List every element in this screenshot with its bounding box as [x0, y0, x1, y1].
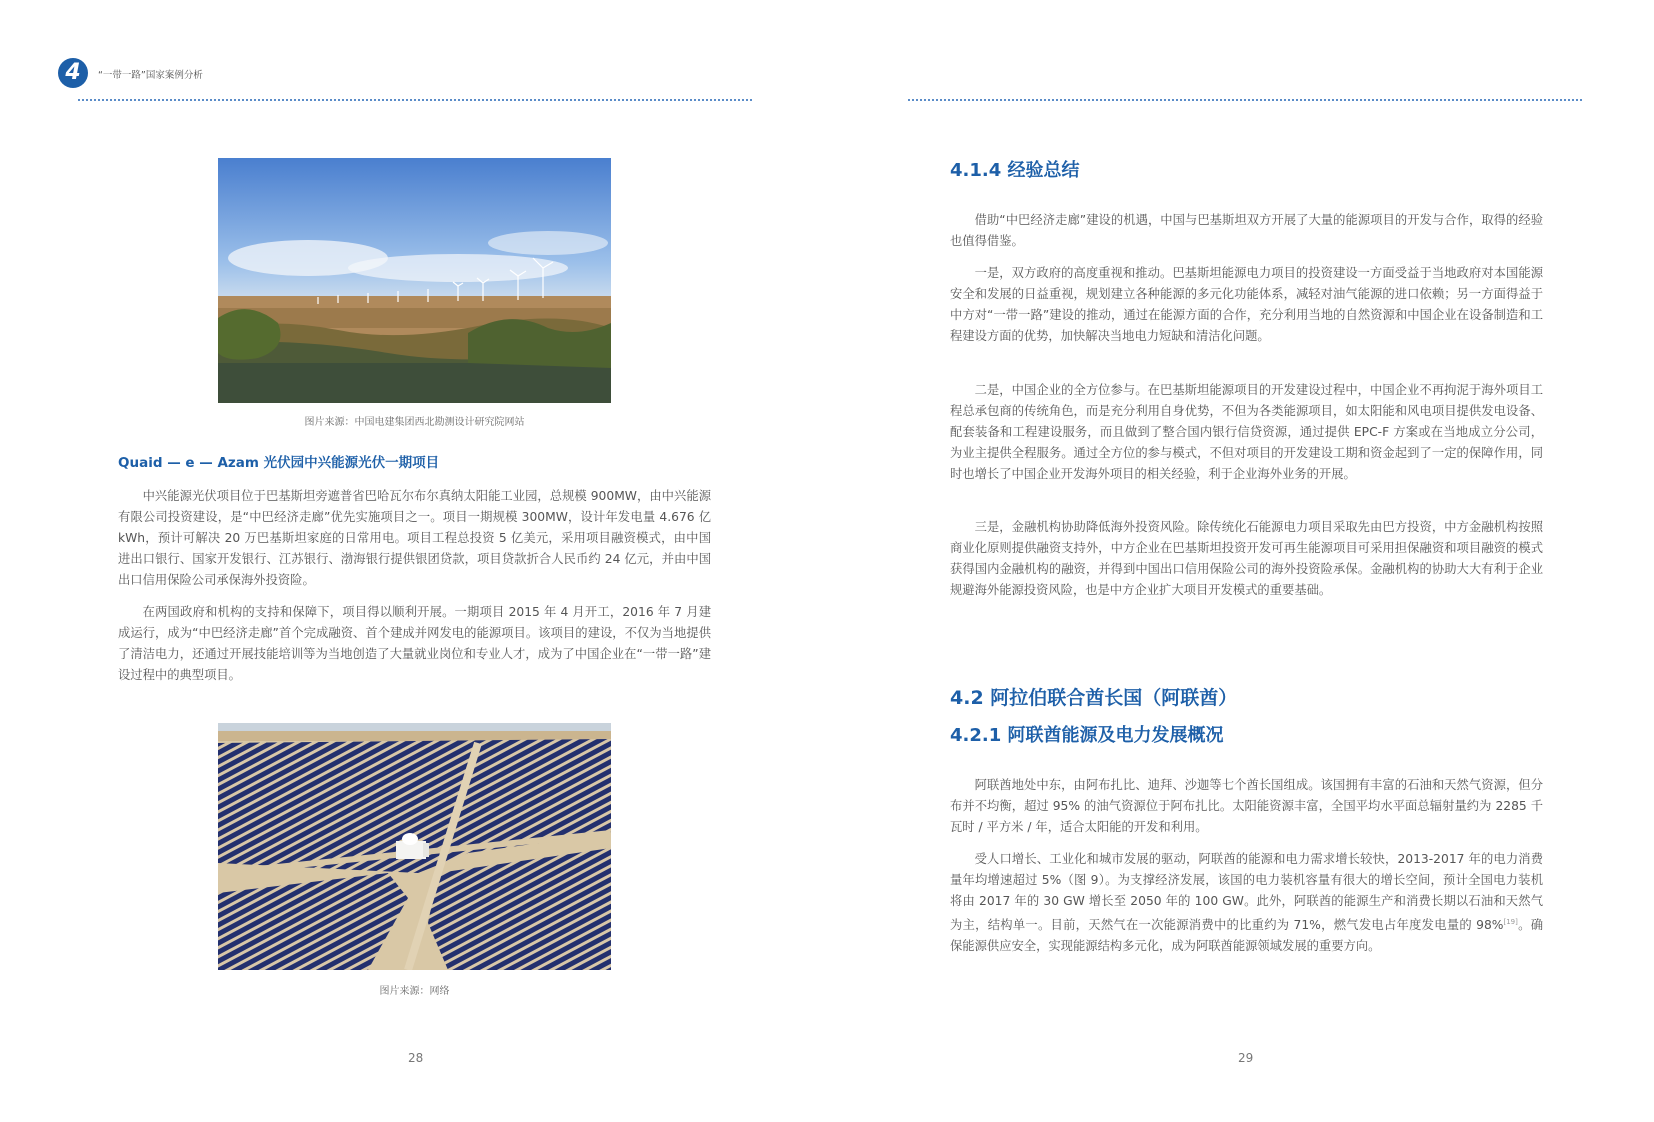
header-divider-right [908, 99, 1582, 101]
chapter-number-badge: 4 [58, 58, 88, 88]
section-4-2-title: 4.2 阿拉伯联合酋长国（阿联酋） [950, 687, 1238, 709]
header-divider-left [78, 99, 752, 101]
section-4-2-1-title: 4.2.1 阿联酋能源及电力发展概况 [950, 725, 1224, 746]
project-paragraph-1: 中兴能源光伏项目位于巴基斯坦旁遮普省巴哈瓦尔布尔真纳太阳能工业园，总规模 900MW，由中兴能源有限公司投资建设，是“中巴经济走廊”优先实施项目之一。项目一期规模 300MW，设计年发电量 4.676 亿 kWh，预计可解决 20 万巴基斯坦家庭的日常用电。项目工程总投资 5 亿美元，采用项目融资模式，由中国进出口银行、国家开发银行、江苏银行、渤海银行提供银团贷款，项目贷款折合人民币约 24 亿元，并由中国出口信用保险公司承保海外投资险。 [118, 489, 711, 587]
project-paragraph-2: 在两国政府和机构的支持和保障下，项目得以顺利开展。一期项目 2015 年 4 月开工，2016 年 7 月建成运行，成为“中巴经济走廊”首个完成融资、首个建成并网发电的能源项目。该项目的建设，不仅为当地提供了清洁电力，还通过开展技能培训等为当地创造了大量就业岗位和专业人才，成为了中国企业在“一带一路”建设过程中的典型项目。 [118, 605, 711, 682]
uae-demand-text: 受人口增长、工业化和城市发展的驱动，阿联酋的能源和电力需求增长较快，2013-2017 年的电力消费量年均增速超过 5%（图 9）。为支撑经济发展，该国的电力装机容量有很大的增长空间，预计全国电力装机将由 2017 年的 30 GW 增长至 2050 年的 100 GW。此外，阿联酋的能源生产和消费长期以石油和天然气为主，结构单一。目前，天然气在一次能源消费中的比重约为 71%，燃气发电占年度发电量的 98% [950, 852, 1543, 933]
solar-farm-photo-caption: 图片来源：网络 [379, 986, 450, 997]
chapter-title: “一带一路”国家案例分析 [98, 70, 203, 81]
page-number-right: 29 [1238, 1051, 1254, 1065]
experience-point-3: 三是，金融机构协助降低海外投资风险。除传统化石能源电力项目采取先由巴方投资，中方金融机构按照商业化原则提供融资支持外，中方企业在巴基斯坦投资开发可再生能源项目可采用担保融资和项目融资的模式获得国内金融机构的融资，并得到中国出口信用保险公司的海外投资险承保。金融机构的协助大大有利于企业规避海外能源投资风险，也是中方企业扩大项目开发模式的重要基础。 [950, 520, 1543, 597]
experience-point-1: 一是，双方政府的高度重视和推动。巴基斯坦能源电力项目的投资建设一方面受益于当地政府对本国能源安全和发展的日益重视，规划建立各种能源的多元化功能体系，减轻对油气能源的进口依赖；另一方面得益于中方对“一带一路”建设的推动，通过在能源方面的合作，充分利用当地的自然资源和中国企业在设备制造和工程建设方面的优势，加快解决当地电力短缺和清洁化问题。 [950, 266, 1543, 343]
project-subheading: Quaid — e — Azam 光伏园中兴能源光伏一期项目 [118, 455, 440, 471]
wind-farm-photo [218, 158, 611, 403]
wind-farm-photo-caption: 图片来源：中国电建集团西北勘测设计研究院网站 [304, 417, 525, 428]
page-number-left: 28 [408, 1051, 424, 1065]
section-4-1-4-title: 4.1.4 经验总结 [950, 160, 1080, 181]
experience-point-2: 二是，中国企业的全方位参与。在巴基斯坦能源项目的开发建设过程中，中国企业不再拘泥于海外项目工程总承包商的传统角色，而是充分利用自身优势，不但为各类能源项目，如太阳能和风电项目提供发电设备、配套装备和工程建设服务，而且做到了整合国内银行信贷资源，通过提供 EPC-F 方案或在当地成立分公司，为业主提供全程服务。通过全方位的参与模式，不但对项目的开发建设工期和资金起到了一定的保障作用，同时也增长了中国企业开发海外项目的相关经验，利于企业海外业务的开展。 [950, 383, 1543, 481]
uae-demand-paragraph [950, 849, 1543, 957]
solar-farm-photo [218, 723, 611, 970]
experience-intro-paragraph: 借助“中巴经济走廊”建设的机遇，中国与巴基斯坦双方开展了大量的能源项目的开发与合作，取得的经验也值得借鉴。 [950, 213, 1543, 248]
uae-demand-text-end: 。确保能源供应安全，实现能源结构多元化，成为阿联酋能源领域发展的重要方向。 [950, 918, 1543, 954]
uae-overview-paragraph: 阿联酋地处中东，由阿布扎比、迪拜、沙迦等七个酋长国组成。该国拥有丰富的石油和天然气资源，但分布并不均衡，超过 95% 的油气资源位于阿布扎比。太阳能资源丰富，全国平均水平面总辐射量约为 2285 千瓦时 / 平方米 / 年，适合太阳能的开发和利用。 [950, 778, 1543, 834]
citation-marker: [19] [1503, 918, 1518, 926]
